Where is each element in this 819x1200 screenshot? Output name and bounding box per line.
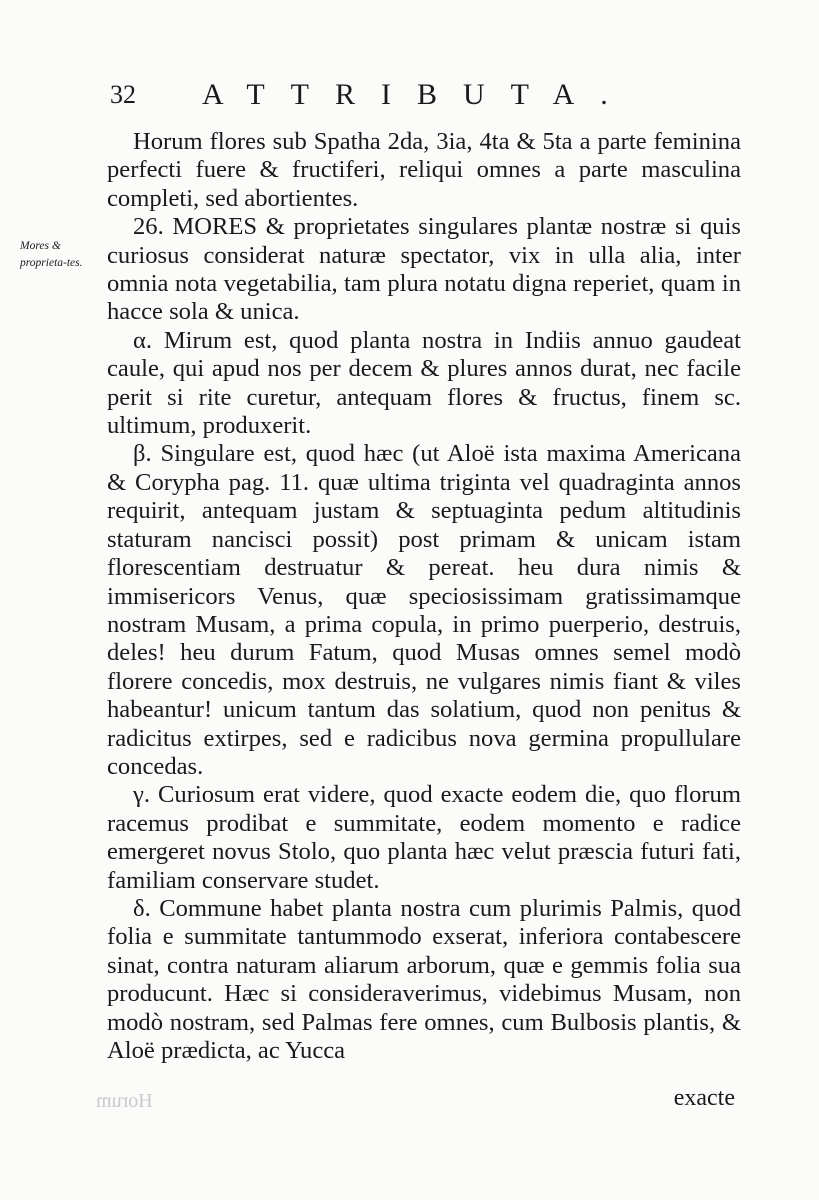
running-title: ATTRIBUTA. xyxy=(202,78,634,111)
body-text xyxy=(107,128,741,1065)
page-number: 32 xyxy=(110,80,136,109)
paragraph-gamma: γ. Curiosum erat videre, quod exacte eodem die, quo florum racemus prodibat e summitate, eodem momento e radice emergeret novus Stolo, quo planta hæc velut præscia futuri fati, familiam conservare studet. xyxy=(107,781,741,894)
margin-note: Mores & proprieta-tes. xyxy=(20,240,83,269)
catchword: exacte xyxy=(673,1085,735,1111)
paragraph-delta: δ. Commune habet planta nostra cum plurimis Palmis, quod folia e summitate tantummodo exserat, inferiora contabescere sinat, contra naturam aliarum arborum, quæ e gemmis folia sua producunt. Hæc si consideraverimus, videbimus Musam, non modò nostram, sed Palmas fere omnes, cum Bulbosis plantis, & Aloë prædicta, ac Yucca xyxy=(107,894,741,1064)
page-header xyxy=(110,78,750,118)
paragraph-beta: β. Singulare est, quod hæc (ut Aloë ista maxima Americana & Corypha pag. 11. quæ ultima triginta vel quadraginta annos requirit, antequam justam & septuaginta pedum altitudinis staturam nancisci possit) post primam & unicam istam florescentiam destruatur & pereat. heu dura nimis & immisericors Venus, quæ speciosissimam gratissimamque nostram Musam, a prima copula, in primo puerperio, destruis, deles! heu durum Fatum, quod Musas omnes semel modò florere concedis, mox destruis, ne vulgares nimis fiant & viles habeantur! unicum tantum das solatium, quod non penitus & radicitus extirpes, sed e radicibus nova germina propullulare concedas. xyxy=(107,440,741,780)
paragraph-alpha: α. Mirum est, quod planta nostra in Indiis annuo gaudeat caule, qui apud nos per decem & plures annos durat, nec facile perit si rite curetur, antequam flores & fructus, finem sc. ultimum, produxerit. xyxy=(107,326,741,440)
paragraph-flowers: Horum flores sub Spatha 2da, 3ia, 4ta & 5ta a parte feminina perfecti fuere & fructiferi, reliqui omnes a parte masculina completi, sed abortientes. xyxy=(107,128,741,212)
bleed-through-text: Horum xyxy=(96,1090,153,1112)
paragraph-mores: 26. MORES & proprietates singulares plantæ nostræ si quis curiosus considerat naturæ spectator, vix in ulla alia, inter omnia nota vegetabilia, tam plura notatu digna reperiet, quam in hacce sola & unica. xyxy=(107,213,741,326)
